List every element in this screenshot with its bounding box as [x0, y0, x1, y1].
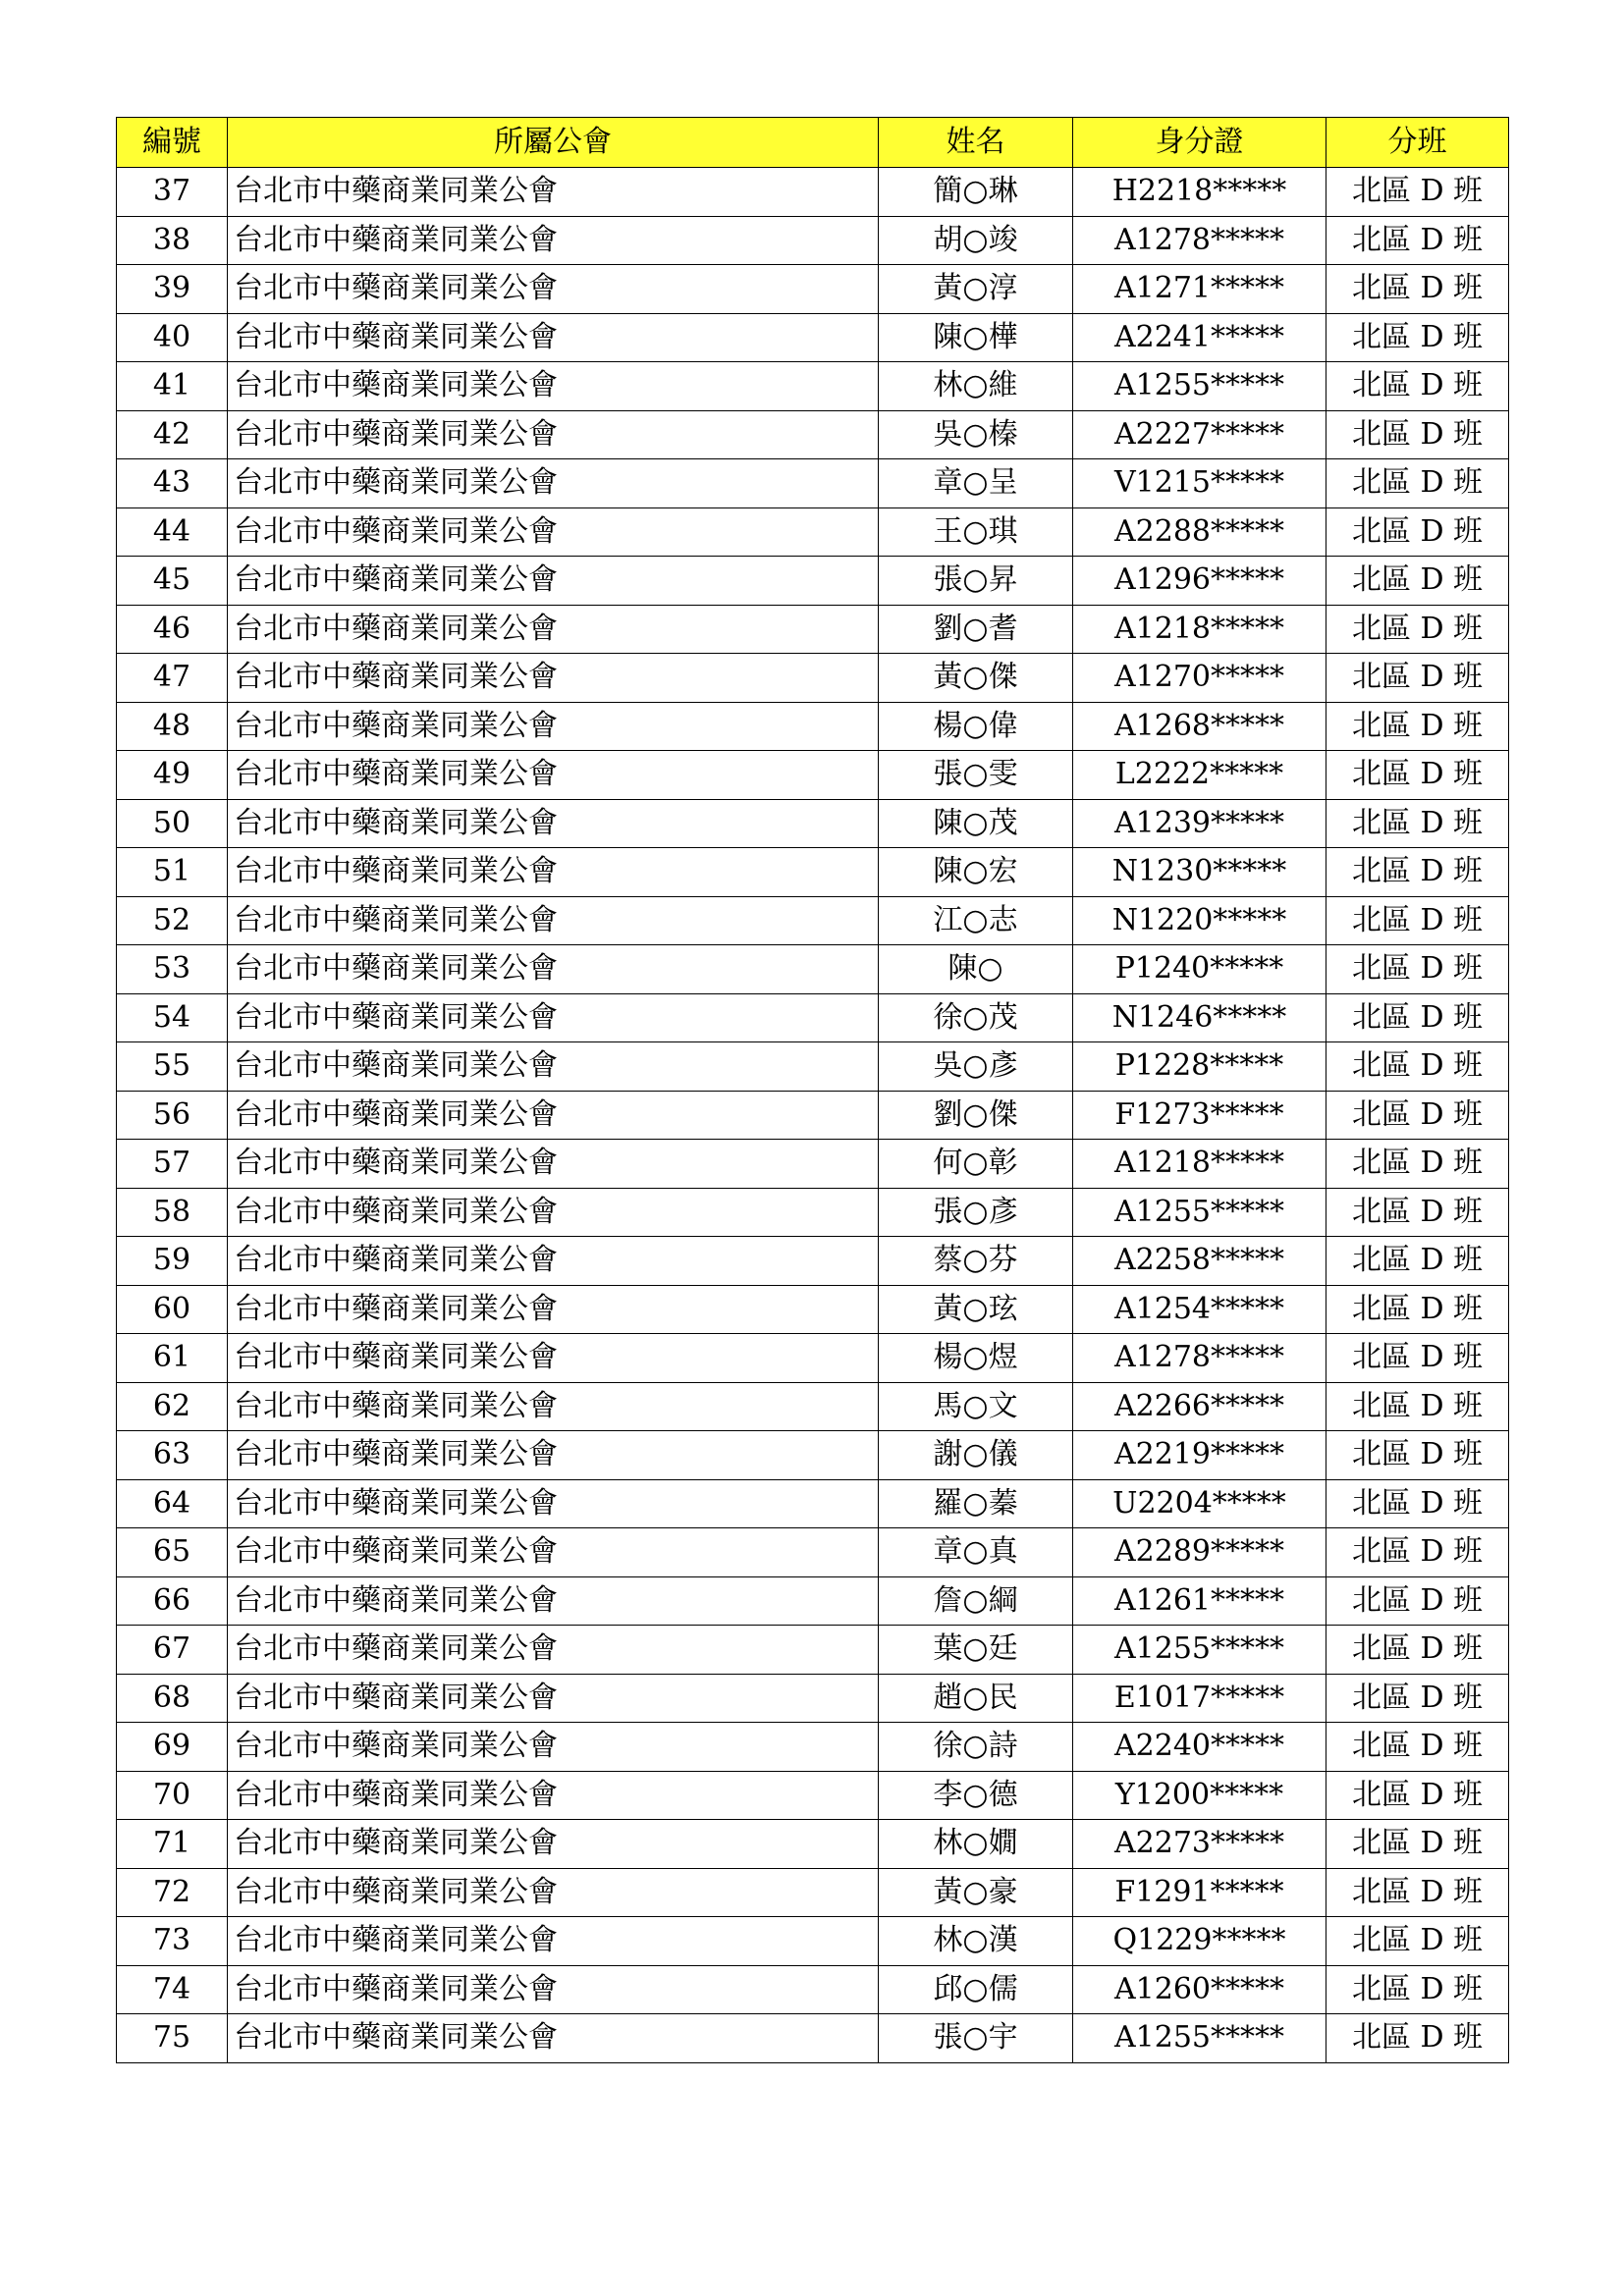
table-row [117, 1576, 1509, 1626]
cell-union: 台北市中藥商業同業公會 [228, 1917, 879, 1966]
cell-union: 台北市中藥商業同業公會 [228, 313, 879, 362]
cell-number: 57 [117, 1140, 228, 1189]
cell-class: 北區 D 班 [1326, 605, 1509, 654]
cell-union: 台北市中藥商業同業公會 [228, 1820, 879, 1869]
table-row [117, 702, 1509, 751]
cell-number: 75 [117, 2014, 228, 2063]
cell-id: A1255***** [1073, 362, 1326, 411]
cell-name: 吳○榛 [879, 410, 1073, 459]
cell-id: N1230***** [1073, 848, 1326, 897]
cell-union: 台北市中藥商業同業公會 [228, 168, 879, 217]
cell-number: 39 [117, 265, 228, 314]
cell-name: 陳○ [879, 945, 1073, 994]
header-class: 分班 [1326, 118, 1509, 168]
cell-name: 林○嫺 [879, 1820, 1073, 1869]
cell-class: 北區 D 班 [1326, 1965, 1509, 2014]
cell-number: 72 [117, 1868, 228, 1917]
cell-id: A2266***** [1073, 1382, 1326, 1431]
cell-name: 章○真 [879, 1528, 1073, 1577]
table-row [117, 168, 1509, 217]
cell-class: 北區 D 班 [1326, 1674, 1509, 1723]
cell-id: P1240***** [1073, 945, 1326, 994]
cell-name: 羅○蓁 [879, 1479, 1073, 1528]
cell-class: 北區 D 班 [1326, 362, 1509, 411]
cell-id: A2273***** [1073, 1820, 1326, 1869]
header-id: 身分證 [1073, 118, 1326, 168]
cell-union: 台北市中藥商業同業公會 [228, 848, 879, 897]
cell-class: 北區 D 班 [1326, 1917, 1509, 1966]
cell-name: 張○昇 [879, 557, 1073, 606]
cell-name: 徐○茂 [879, 993, 1073, 1042]
cell-class: 北區 D 班 [1326, 1042, 1509, 1092]
header-name: 姓名 [879, 118, 1073, 168]
cell-name: 徐○詩 [879, 1723, 1073, 1772]
cell-class: 北區 D 班 [1326, 702, 1509, 751]
cell-id: A1254***** [1073, 1285, 1326, 1334]
cell-union: 台北市中藥商業同業公會 [228, 1965, 879, 2014]
cell-class: 北區 D 班 [1326, 1576, 1509, 1626]
cell-number: 52 [117, 896, 228, 945]
table-row [117, 1091, 1509, 1140]
cell-number: 58 [117, 1188, 228, 1237]
cell-number: 67 [117, 1626, 228, 1675]
cell-id: H2218***** [1073, 168, 1326, 217]
cell-class: 北區 D 班 [1326, 1091, 1509, 1140]
table-row [117, 1479, 1509, 1528]
table-row [117, 1382, 1509, 1431]
cell-union: 台北市中藥商業同業公會 [228, 1771, 879, 1820]
cell-id: P1228***** [1073, 1042, 1326, 1092]
cell-id: A2258***** [1073, 1237, 1326, 1286]
cell-name: 張○彥 [879, 1188, 1073, 1237]
cell-class: 北區 D 班 [1326, 1237, 1509, 1286]
table-row [117, 1237, 1509, 1286]
cell-class: 北區 D 班 [1326, 1479, 1509, 1528]
cell-name: 謝○儀 [879, 1431, 1073, 1480]
cell-id: A1255***** [1073, 1626, 1326, 1675]
table-row [117, 605, 1509, 654]
table-row [117, 1334, 1509, 1383]
cell-number: 54 [117, 993, 228, 1042]
cell-id: L2222***** [1073, 751, 1326, 800]
cell-class: 北區 D 班 [1326, 1820, 1509, 1869]
table-row [117, 945, 1509, 994]
table-row [117, 410, 1509, 459]
table-row [117, 507, 1509, 557]
cell-class: 北區 D 班 [1326, 557, 1509, 606]
table-body [117, 168, 1509, 2063]
cell-id: A2219***** [1073, 1431, 1326, 1480]
header-row [117, 118, 1509, 168]
cell-class: 北區 D 班 [1326, 1868, 1509, 1917]
cell-union: 台北市中藥商業同業公會 [228, 1479, 879, 1528]
cell-id: E1017***** [1073, 1674, 1326, 1723]
cell-union: 台北市中藥商業同業公會 [228, 799, 879, 848]
cell-class: 北區 D 班 [1326, 265, 1509, 314]
header-number: 編號 [117, 118, 228, 168]
cell-name: 邱○儒 [879, 1965, 1073, 2014]
cell-union: 台北市中藥商業同業公會 [228, 654, 879, 703]
cell-id: Y1200***** [1073, 1771, 1326, 1820]
cell-class: 北區 D 班 [1326, 1626, 1509, 1675]
table-row [117, 848, 1509, 897]
table-row [117, 265, 1509, 314]
cell-union: 台北市中藥商業同業公會 [228, 751, 879, 800]
cell-class: 北區 D 班 [1326, 1140, 1509, 1189]
cell-name: 簡○琳 [879, 168, 1073, 217]
cell-class: 北區 D 班 [1326, 799, 1509, 848]
cell-id: A1260***** [1073, 1965, 1326, 2014]
table-row [117, 799, 1509, 848]
cell-number: 68 [117, 1674, 228, 1723]
cell-name: 趙○民 [879, 1674, 1073, 1723]
cell-union: 台北市中藥商業同業公會 [228, 557, 879, 606]
cell-union: 台北市中藥商業同業公會 [228, 459, 879, 508]
cell-union: 台北市中藥商業同業公會 [228, 1868, 879, 1917]
cell-class: 北區 D 班 [1326, 2014, 1509, 2063]
table-row [117, 1042, 1509, 1092]
cell-name: 黃○豪 [879, 1868, 1073, 1917]
cell-name: 陳○樺 [879, 313, 1073, 362]
cell-name: 黃○傑 [879, 654, 1073, 703]
cell-union: 台北市中藥商業同業公會 [228, 605, 879, 654]
cell-name: 黃○玹 [879, 1285, 1073, 1334]
table-row [117, 1285, 1509, 1334]
cell-name: 詹○綱 [879, 1576, 1073, 1626]
cell-union: 台北市中藥商業同業公會 [228, 1431, 879, 1480]
header-union: 所屬公會 [228, 118, 879, 168]
cell-union: 台北市中藥商業同業公會 [228, 1188, 879, 1237]
cell-number: 66 [117, 1576, 228, 1626]
cell-name: 林○維 [879, 362, 1073, 411]
cell-number: 37 [117, 168, 228, 217]
cell-union: 台北市中藥商業同業公會 [228, 216, 879, 265]
cell-id: N1246***** [1073, 993, 1326, 1042]
cell-id: F1291***** [1073, 1868, 1326, 1917]
cell-id: N1220***** [1073, 896, 1326, 945]
cell-number: 74 [117, 1965, 228, 2014]
cell-class: 北區 D 班 [1326, 1382, 1509, 1431]
cell-union: 台北市中藥商業同業公會 [228, 896, 879, 945]
table-row [117, 216, 1509, 265]
cell-number: 53 [117, 945, 228, 994]
cell-name: 葉○廷 [879, 1626, 1073, 1675]
cell-id: V1215***** [1073, 459, 1326, 508]
cell-number: 48 [117, 702, 228, 751]
cell-name: 劉○傑 [879, 1091, 1073, 1140]
cell-id: A1218***** [1073, 605, 1326, 654]
cell-union: 台北市中藥商業同業公會 [228, 1674, 879, 1723]
cell-name: 楊○煜 [879, 1334, 1073, 1383]
cell-id: A1255***** [1073, 2014, 1326, 2063]
table-row [117, 1188, 1509, 1237]
cell-class: 北區 D 班 [1326, 313, 1509, 362]
cell-number: 65 [117, 1528, 228, 1577]
table-row [117, 1528, 1509, 1577]
cell-number: 59 [117, 1237, 228, 1286]
cell-number: 44 [117, 507, 228, 557]
table-row [117, 1917, 1509, 1966]
cell-name: 陳○茂 [879, 799, 1073, 848]
cell-number: 55 [117, 1042, 228, 1092]
cell-number: 47 [117, 654, 228, 703]
cell-id: A2288***** [1073, 507, 1326, 557]
cell-name: 張○雯 [879, 751, 1073, 800]
cell-name: 王○琪 [879, 507, 1073, 557]
cell-number: 73 [117, 1917, 228, 1966]
cell-id: A1278***** [1073, 216, 1326, 265]
cell-class: 北區 D 班 [1326, 459, 1509, 508]
table-row [117, 896, 1509, 945]
cell-number: 43 [117, 459, 228, 508]
cell-name: 黃○淳 [879, 265, 1073, 314]
table-row [117, 1626, 1509, 1675]
cell-union: 台北市中藥商業同業公會 [228, 1042, 879, 1092]
cell-name: 李○德 [879, 1771, 1073, 1820]
cell-id: A1239***** [1073, 799, 1326, 848]
cell-class: 北區 D 班 [1326, 1431, 1509, 1480]
cell-union: 台北市中藥商業同業公會 [228, 362, 879, 411]
cell-id: A1271***** [1073, 265, 1326, 314]
cell-union: 台北市中藥商業同業公會 [228, 1285, 879, 1334]
cell-id: A1278***** [1073, 1334, 1326, 1383]
cell-union: 台北市中藥商業同業公會 [228, 2014, 879, 2063]
cell-name: 張○宇 [879, 2014, 1073, 2063]
cell-id: Q1229***** [1073, 1917, 1326, 1966]
cell-name: 陳○宏 [879, 848, 1073, 897]
cell-number: 71 [117, 1820, 228, 1869]
cell-id: A1261***** [1073, 1576, 1326, 1626]
cell-union: 台北市中藥商業同業公會 [228, 507, 879, 557]
cell-class: 北區 D 班 [1326, 1334, 1509, 1383]
cell-class: 北區 D 班 [1326, 751, 1509, 800]
cell-number: 40 [117, 313, 228, 362]
cell-name: 章○呈 [879, 459, 1073, 508]
cell-name: 江○志 [879, 896, 1073, 945]
cell-number: 38 [117, 216, 228, 265]
cell-class: 北區 D 班 [1326, 993, 1509, 1042]
cell-class: 北區 D 班 [1326, 507, 1509, 557]
cell-id: A2240***** [1073, 1723, 1326, 1772]
cell-number: 63 [117, 1431, 228, 1480]
table-row [117, 1140, 1509, 1189]
cell-class: 北區 D 班 [1326, 945, 1509, 994]
cell-name: 林○漢 [879, 1917, 1073, 1966]
table-row [117, 1820, 1509, 1869]
cell-id: A2227***** [1073, 410, 1326, 459]
cell-name: 馬○文 [879, 1382, 1073, 1431]
cell-class: 北區 D 班 [1326, 1723, 1509, 1772]
cell-union: 台北市中藥商業同業公會 [228, 265, 879, 314]
cell-union: 台北市中藥商業同業公會 [228, 993, 879, 1042]
table-header [117, 118, 1509, 168]
cell-id: A2241***** [1073, 313, 1326, 362]
table-row [117, 1771, 1509, 1820]
cell-name: 蔡○芬 [879, 1237, 1073, 1286]
table-row [117, 2014, 1509, 2063]
cell-union: 台北市中藥商業同業公會 [228, 410, 879, 459]
cell-number: 46 [117, 605, 228, 654]
cell-number: 61 [117, 1334, 228, 1383]
cell-number: 45 [117, 557, 228, 606]
cell-name: 楊○偉 [879, 702, 1073, 751]
cell-id: A1268***** [1073, 702, 1326, 751]
cell-class: 北區 D 班 [1326, 216, 1509, 265]
table-row [117, 1965, 1509, 2014]
cell-union: 台北市中藥商業同業公會 [228, 702, 879, 751]
cell-union: 台北市中藥商業同業公會 [228, 1576, 879, 1626]
table-row [117, 362, 1509, 411]
cell-union: 台北市中藥商業同業公會 [228, 1091, 879, 1140]
cell-number: 69 [117, 1723, 228, 1772]
table-row [117, 993, 1509, 1042]
cell-union: 台北市中藥商業同業公會 [228, 1723, 879, 1772]
cell-class: 北區 D 班 [1326, 1285, 1509, 1334]
cell-name: 何○彰 [879, 1140, 1073, 1189]
cell-number: 70 [117, 1771, 228, 1820]
cell-number: 49 [117, 751, 228, 800]
cell-class: 北區 D 班 [1326, 1188, 1509, 1237]
table-row [117, 1723, 1509, 1772]
cell-number: 50 [117, 799, 228, 848]
cell-id: A2289***** [1073, 1528, 1326, 1577]
cell-union: 台北市中藥商業同業公會 [228, 1626, 879, 1675]
table-row [117, 751, 1509, 800]
table-row [117, 654, 1509, 703]
cell-class: 北區 D 班 [1326, 848, 1509, 897]
cell-id: A1296***** [1073, 557, 1326, 606]
cell-union: 台北市中藥商業同業公會 [228, 1237, 879, 1286]
cell-id: A1255***** [1073, 1188, 1326, 1237]
table-row [117, 1868, 1509, 1917]
cell-union: 台北市中藥商業同業公會 [228, 1140, 879, 1189]
roster-table [116, 117, 1509, 2063]
cell-id: A1270***** [1073, 654, 1326, 703]
cell-id: F1273***** [1073, 1091, 1326, 1140]
cell-number: 64 [117, 1479, 228, 1528]
cell-number: 62 [117, 1382, 228, 1431]
cell-union: 台北市中藥商業同業公會 [228, 1528, 879, 1577]
cell-class: 北區 D 班 [1326, 896, 1509, 945]
cell-id: A1218***** [1073, 1140, 1326, 1189]
cell-name: 劉○耆 [879, 605, 1073, 654]
cell-name: 胡○竣 [879, 216, 1073, 265]
cell-number: 41 [117, 362, 228, 411]
cell-number: 60 [117, 1285, 228, 1334]
cell-class: 北區 D 班 [1326, 168, 1509, 217]
table-row [117, 313, 1509, 362]
cell-number: 51 [117, 848, 228, 897]
cell-class: 北區 D 班 [1326, 654, 1509, 703]
cell-class: 北區 D 班 [1326, 410, 1509, 459]
cell-union: 台北市中藥商業同業公會 [228, 1334, 879, 1383]
table-row [117, 1674, 1509, 1723]
cell-name: 吳○彥 [879, 1042, 1073, 1092]
cell-number: 56 [117, 1091, 228, 1140]
cell-union: 台北市中藥商業同業公會 [228, 945, 879, 994]
cell-union: 台北市中藥商業同業公會 [228, 1382, 879, 1431]
cell-id: U2204***** [1073, 1479, 1326, 1528]
table-row [117, 459, 1509, 508]
cell-class: 北區 D 班 [1326, 1771, 1509, 1820]
table-row [117, 1431, 1509, 1480]
table-row [117, 557, 1509, 606]
cell-class: 北區 D 班 [1326, 1528, 1509, 1577]
cell-number: 42 [117, 410, 228, 459]
